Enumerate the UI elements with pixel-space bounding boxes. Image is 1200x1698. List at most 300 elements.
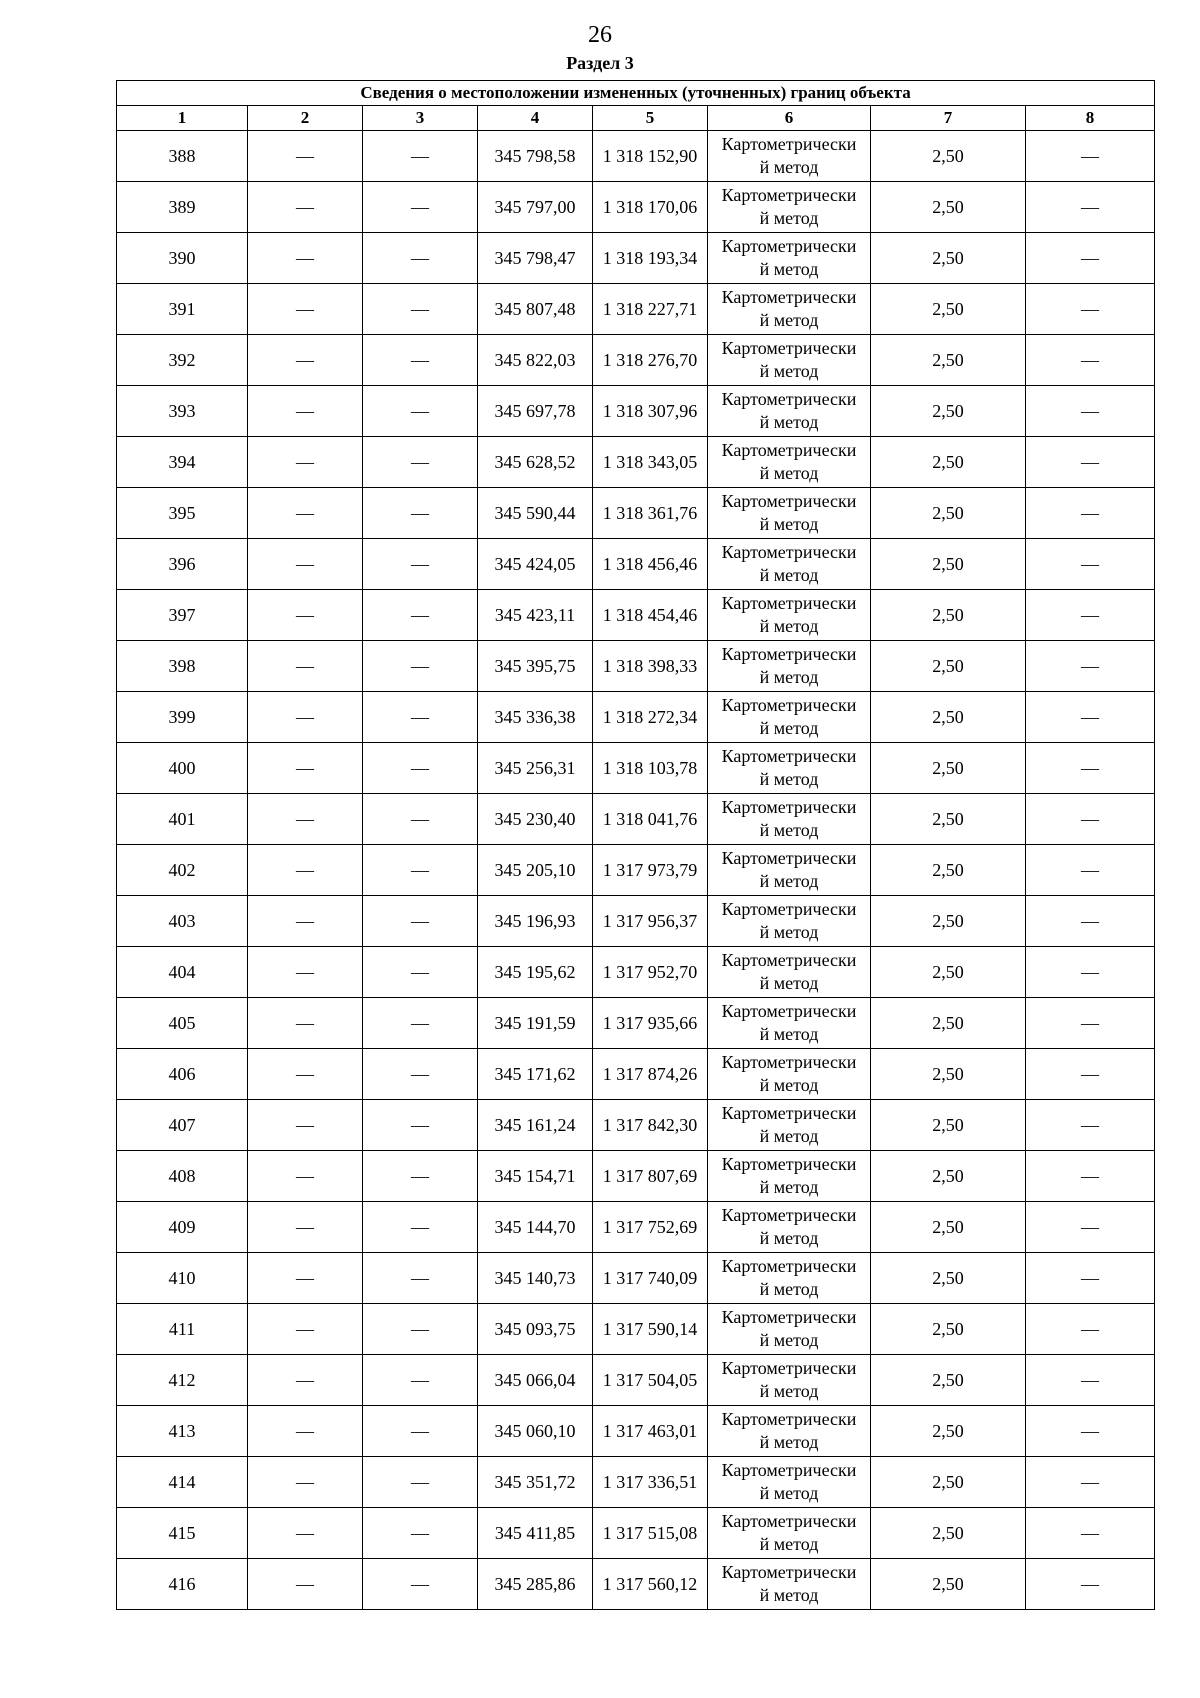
table-row: [117, 1100, 1155, 1151]
dash-cell: —: [1026, 539, 1155, 590]
dash-cell: —: [248, 1406, 363, 1457]
coordinate-y-cell: 1 318 152,90: [593, 131, 708, 182]
point-number-cell: 389: [117, 182, 248, 233]
coordinate-x-cell: 345 195,62: [478, 947, 593, 998]
coordinate-y-cell: 1 317 807,69: [593, 1151, 708, 1202]
method-cell: [708, 641, 871, 692]
accuracy-cell: 2,50: [871, 233, 1026, 284]
method-line-2: й метод: [759, 361, 819, 381]
method-cell: [708, 590, 871, 641]
method-line-1: Картометрически: [721, 440, 857, 460]
dash-cell: —: [363, 998, 478, 1049]
point-number-cell: 398: [117, 641, 248, 692]
method-line-1: Картометрически: [721, 1205, 857, 1225]
table-row: [117, 1457, 1155, 1508]
method-cell: [708, 386, 871, 437]
coordinate-x-cell: 345 256,31: [478, 743, 593, 794]
method-line-2: й метод: [759, 667, 819, 687]
column-number: 6: [708, 106, 871, 131]
coordinate-y-cell: 1 317 515,08: [593, 1508, 708, 1559]
dash-cell: —: [363, 1406, 478, 1457]
method-line-1: Картометрически: [721, 1154, 857, 1174]
accuracy-cell: 2,50: [871, 845, 1026, 896]
table-row: [117, 896, 1155, 947]
dash-cell: —: [1026, 794, 1155, 845]
method-line-1: Картометрически: [721, 1409, 857, 1429]
point-number-cell: 413: [117, 1406, 248, 1457]
dash-cell: —: [1026, 692, 1155, 743]
coordinate-x-cell: 345 140,73: [478, 1253, 593, 1304]
dash-cell: —: [363, 896, 478, 947]
accuracy-cell: 2,50: [871, 1355, 1026, 1406]
coordinate-y-cell: 1 318 041,76: [593, 794, 708, 845]
point-number-cell: 415: [117, 1508, 248, 1559]
accuracy-cell: 2,50: [871, 182, 1026, 233]
dash-cell: —: [1026, 1304, 1155, 1355]
dash-cell: —: [363, 488, 478, 539]
dash-cell: —: [248, 539, 363, 590]
method-line-2: й метод: [759, 565, 819, 585]
dash-cell: —: [248, 743, 363, 794]
dash-cell: —: [248, 896, 363, 947]
dash-cell: —: [1026, 1406, 1155, 1457]
table-row: [117, 1406, 1155, 1457]
method-line-1: Картометрически: [721, 1256, 857, 1276]
dash-cell: —: [1026, 335, 1155, 386]
coordinate-y-cell: 1 317 336,51: [593, 1457, 708, 1508]
coordinate-x-cell: 345 066,04: [478, 1355, 593, 1406]
coordinate-y-cell: 1 318 193,34: [593, 233, 708, 284]
dash-cell: —: [248, 386, 363, 437]
coordinate-y-cell: 1 317 973,79: [593, 845, 708, 896]
dash-cell: —: [363, 539, 478, 590]
dash-cell: —: [248, 335, 363, 386]
point-number-cell: 399: [117, 692, 248, 743]
coordinate-y-cell: 1 317 935,66: [593, 998, 708, 1049]
coordinate-y-cell: 1 318 276,70: [593, 335, 708, 386]
dash-cell: —: [248, 488, 363, 539]
point-number-cell: 407: [117, 1100, 248, 1151]
dash-cell: —: [363, 1355, 478, 1406]
coordinate-y-cell: 1 318 454,46: [593, 590, 708, 641]
accuracy-cell: 2,50: [871, 1457, 1026, 1508]
accuracy-cell: 2,50: [871, 1100, 1026, 1151]
coordinate-x-cell: 345 093,75: [478, 1304, 593, 1355]
dash-cell: —: [248, 1253, 363, 1304]
method-cell: [708, 845, 871, 896]
point-number-cell: 409: [117, 1202, 248, 1253]
boundary-coordinates-table: [116, 80, 1155, 1610]
method-line-1: Картометрически: [721, 899, 857, 919]
method-cell: [708, 335, 871, 386]
method-cell: [708, 1355, 871, 1406]
coordinate-y-cell: 1 318 398,33: [593, 641, 708, 692]
dash-cell: —: [248, 692, 363, 743]
table-row: [117, 539, 1155, 590]
coordinate-y-cell: 1 318 272,34: [593, 692, 708, 743]
dash-cell: —: [363, 233, 478, 284]
coordinate-x-cell: 345 822,03: [478, 335, 593, 386]
method-line-2: й метод: [759, 1381, 819, 1401]
point-number-cell: 403: [117, 896, 248, 947]
coordinate-y-cell: 1 317 842,30: [593, 1100, 708, 1151]
method-cell: [708, 437, 871, 488]
method-line-2: й метод: [759, 208, 819, 228]
dash-cell: —: [248, 590, 363, 641]
coordinate-y-cell: 1 317 463,01: [593, 1406, 708, 1457]
method-line-1: Картометрически: [721, 593, 857, 613]
method-line-2: й метод: [759, 1585, 819, 1605]
method-cell: [708, 998, 871, 1049]
coordinate-x-cell: 345 395,75: [478, 641, 593, 692]
method-line-2: й метод: [759, 1177, 819, 1197]
dash-cell: —: [1026, 998, 1155, 1049]
method-line-1: Картометрически: [721, 746, 857, 766]
table-row: [117, 437, 1155, 488]
method-line-1: Картометрически: [721, 185, 857, 205]
accuracy-cell: 2,50: [871, 896, 1026, 947]
method-cell: [708, 284, 871, 335]
accuracy-cell: 2,50: [871, 437, 1026, 488]
dash-cell: —: [248, 1457, 363, 1508]
coordinate-x-cell: 345 798,58: [478, 131, 593, 182]
dash-cell: —: [1026, 1202, 1155, 1253]
dash-cell: —: [363, 284, 478, 335]
method-cell: [708, 233, 871, 284]
table-row: [117, 590, 1155, 641]
dash-cell: —: [248, 1508, 363, 1559]
method-line-1: Картометрически: [721, 1358, 857, 1378]
point-number-cell: 396: [117, 539, 248, 590]
method-cell: [708, 1304, 871, 1355]
accuracy-cell: 2,50: [871, 1406, 1026, 1457]
method-line-1: Картометрически: [721, 1307, 857, 1327]
column-number-row: [117, 106, 1155, 131]
column-number: 5: [593, 106, 708, 131]
table-row: [117, 1304, 1155, 1355]
dash-cell: —: [363, 1100, 478, 1151]
column-number: 8: [1026, 106, 1155, 131]
point-number-cell: 397: [117, 590, 248, 641]
dash-cell: —: [1026, 1049, 1155, 1100]
method-line-2: й метод: [759, 1534, 819, 1554]
coordinate-x-cell: 345 628,52: [478, 437, 593, 488]
point-number-cell: 402: [117, 845, 248, 896]
coordinate-x-cell: 345 424,05: [478, 539, 593, 590]
method-line-2: й метод: [759, 1432, 819, 1452]
coordinate-y-cell: 1 318 103,78: [593, 743, 708, 794]
table-row: [117, 641, 1155, 692]
accuracy-cell: 2,50: [871, 1253, 1026, 1304]
method-cell: [708, 131, 871, 182]
method-line-1: Картометрически: [721, 1052, 857, 1072]
table-body: [117, 131, 1155, 1610]
method-line-2: й метод: [759, 1075, 819, 1095]
dash-cell: —: [248, 641, 363, 692]
method-cell: [708, 539, 871, 590]
method-line-2: й метод: [759, 1126, 819, 1146]
table-row: [117, 1202, 1155, 1253]
method-line-1: Картометрически: [721, 1001, 857, 1021]
point-number-cell: 410: [117, 1253, 248, 1304]
coordinate-x-cell: 345 144,70: [478, 1202, 593, 1253]
point-number-cell: 408: [117, 1151, 248, 1202]
table-row: [117, 131, 1155, 182]
table-row: [117, 1151, 1155, 1202]
dash-cell: —: [1026, 896, 1155, 947]
accuracy-cell: 2,50: [871, 1559, 1026, 1610]
dash-cell: —: [248, 947, 363, 998]
method-cell: [708, 1151, 871, 1202]
dash-cell: —: [248, 182, 363, 233]
coordinate-x-cell: 345 191,59: [478, 998, 593, 1049]
coordinate-x-cell: 345 154,71: [478, 1151, 593, 1202]
coordinate-x-cell: 345 161,24: [478, 1100, 593, 1151]
point-number-cell: 400: [117, 743, 248, 794]
table-row: [117, 284, 1155, 335]
column-number: 4: [478, 106, 593, 131]
method-cell: [708, 182, 871, 233]
method-cell: [708, 1253, 871, 1304]
accuracy-cell: 2,50: [871, 1508, 1026, 1559]
column-number: 7: [871, 106, 1026, 131]
point-number-cell: 412: [117, 1355, 248, 1406]
point-number-cell: 395: [117, 488, 248, 539]
dash-cell: —: [1026, 1151, 1155, 1202]
dash-cell: —: [248, 1100, 363, 1151]
accuracy-cell: 2,50: [871, 743, 1026, 794]
column-number: 2: [248, 106, 363, 131]
method-line-2: й метод: [759, 718, 819, 738]
method-line-1: Картометрически: [721, 950, 857, 970]
coordinate-x-cell: 345 230,40: [478, 794, 593, 845]
dash-cell: —: [363, 1559, 478, 1610]
method-line-1: Картометрически: [721, 1562, 857, 1582]
method-line-2: й метод: [759, 871, 819, 891]
dash-cell: —: [1026, 284, 1155, 335]
coordinate-x-cell: 345 697,78: [478, 386, 593, 437]
method-cell: [708, 1406, 871, 1457]
dash-cell: —: [363, 131, 478, 182]
table-row: [117, 1355, 1155, 1406]
dash-cell: —: [1026, 1100, 1155, 1151]
method-line-2: й метод: [759, 1279, 819, 1299]
method-line-1: Картометрически: [721, 542, 857, 562]
method-line-2: й метод: [759, 820, 819, 840]
dash-cell: —: [1026, 641, 1155, 692]
dash-cell: —: [363, 1151, 478, 1202]
accuracy-cell: 2,50: [871, 1202, 1026, 1253]
dash-cell: —: [1026, 590, 1155, 641]
coordinate-y-cell: 1 318 361,76: [593, 488, 708, 539]
coordinate-x-cell: 345 423,11: [478, 590, 593, 641]
accuracy-cell: 2,50: [871, 131, 1026, 182]
coordinate-x-cell: 345 797,00: [478, 182, 593, 233]
dash-cell: —: [248, 998, 363, 1049]
coordinate-x-cell: 345 285,86: [478, 1559, 593, 1610]
dash-cell: —: [363, 743, 478, 794]
method-cell: [708, 1457, 871, 1508]
accuracy-cell: 2,50: [871, 1304, 1026, 1355]
point-number-cell: 411: [117, 1304, 248, 1355]
method-cell: [708, 743, 871, 794]
coordinate-y-cell: 1 317 956,37: [593, 896, 708, 947]
method-cell: [708, 692, 871, 743]
dash-cell: —: [1026, 845, 1155, 896]
method-line-1: Картометрически: [721, 848, 857, 868]
coordinate-y-cell: 1 317 504,05: [593, 1355, 708, 1406]
dash-cell: —: [248, 1202, 363, 1253]
method-line-1: Картометрически: [721, 338, 857, 358]
dash-cell: —: [1026, 1559, 1155, 1610]
dash-cell: —: [363, 182, 478, 233]
coordinate-x-cell: 345 807,48: [478, 284, 593, 335]
dash-cell: —: [248, 1304, 363, 1355]
dash-cell: —: [1026, 1457, 1155, 1508]
dash-cell: —: [363, 1508, 478, 1559]
method-line-1: Картометрически: [721, 134, 857, 154]
method-line-1: Картометрически: [721, 797, 857, 817]
method-line-2: й метод: [759, 1024, 819, 1044]
accuracy-cell: 2,50: [871, 1151, 1026, 1202]
method-line-2: й метод: [759, 1483, 819, 1503]
dash-cell: —: [1026, 1508, 1155, 1559]
point-number-cell: 404: [117, 947, 248, 998]
coordinate-y-cell: 1 318 456,46: [593, 539, 708, 590]
column-number: 3: [363, 106, 478, 131]
table-row: [117, 998, 1155, 1049]
method-line-2: й метод: [759, 259, 819, 279]
coordinate-y-cell: 1 317 874,26: [593, 1049, 708, 1100]
dash-cell: —: [248, 1151, 363, 1202]
dash-cell: —: [363, 641, 478, 692]
table-row: [117, 182, 1155, 233]
dash-cell: —: [248, 284, 363, 335]
dash-cell: —: [248, 1559, 363, 1610]
method-line-1: Картометрически: [721, 491, 857, 511]
column-number: 1: [117, 106, 248, 131]
point-number-cell: 391: [117, 284, 248, 335]
dash-cell: —: [363, 692, 478, 743]
coordinate-x-cell: 345 196,93: [478, 896, 593, 947]
coordinate-x-cell: 345 590,44: [478, 488, 593, 539]
coordinate-y-cell: 1 317 590,14: [593, 1304, 708, 1355]
method-line-2: й метод: [759, 616, 819, 636]
method-cell: [708, 1202, 871, 1253]
table-row: [117, 743, 1155, 794]
accuracy-cell: 2,50: [871, 539, 1026, 590]
dash-cell: —: [363, 590, 478, 641]
coordinate-y-cell: 1 317 952,70: [593, 947, 708, 998]
coordinate-y-cell: 1 317 752,69: [593, 1202, 708, 1253]
point-number-cell: 416: [117, 1559, 248, 1610]
method-line-2: й метод: [759, 769, 819, 789]
dash-cell: —: [363, 1253, 478, 1304]
method-line-1: Картометрически: [721, 695, 857, 715]
method-line-2: й метод: [759, 973, 819, 993]
point-number-cell: 405: [117, 998, 248, 1049]
dash-cell: —: [248, 1355, 363, 1406]
coordinate-x-cell: 345 351,72: [478, 1457, 593, 1508]
method-line-2: й метод: [759, 463, 819, 483]
method-cell: [708, 794, 871, 845]
method-line-1: Картометрически: [721, 1460, 857, 1480]
table-row: [117, 1049, 1155, 1100]
method-line-2: й метод: [759, 1228, 819, 1248]
coordinate-y-cell: 1 318 227,71: [593, 284, 708, 335]
table-caption: Сведения о местоположении измененных (уточненных) границ объекта: [117, 81, 1155, 106]
dash-cell: —: [363, 794, 478, 845]
method-line-2: й метод: [759, 157, 819, 177]
dash-cell: —: [1026, 488, 1155, 539]
accuracy-cell: 2,50: [871, 590, 1026, 641]
dash-cell: —: [363, 1304, 478, 1355]
method-line-1: Картометрически: [721, 236, 857, 256]
accuracy-cell: 2,50: [871, 1049, 1026, 1100]
accuracy-cell: 2,50: [871, 947, 1026, 998]
section-title: Раздел 3: [566, 53, 634, 73]
dash-cell: —: [1026, 386, 1155, 437]
table-row: [117, 1559, 1155, 1610]
coordinate-x-cell: 345 798,47: [478, 233, 593, 284]
dash-cell: —: [1026, 947, 1155, 998]
dash-cell: —: [248, 437, 363, 488]
coordinate-x-cell: 345 060,10: [478, 1406, 593, 1457]
method-line-1: Картометрически: [721, 389, 857, 409]
accuracy-cell: 2,50: [871, 386, 1026, 437]
dash-cell: —: [1026, 233, 1155, 284]
coordinate-x-cell: 345 205,10: [478, 845, 593, 896]
point-number-cell: 401: [117, 794, 248, 845]
point-number-cell: 394: [117, 437, 248, 488]
accuracy-cell: 2,50: [871, 692, 1026, 743]
accuracy-cell: 2,50: [871, 335, 1026, 386]
coordinate-y-cell: 1 318 307,96: [593, 386, 708, 437]
point-number-cell: 390: [117, 233, 248, 284]
table-row: [117, 1253, 1155, 1304]
method-line-1: Картометрически: [721, 1103, 857, 1123]
dash-cell: —: [363, 1202, 478, 1253]
coordinate-x-cell: 345 411,85: [478, 1508, 593, 1559]
method-cell: [708, 1559, 871, 1610]
method-line-2: й метод: [759, 922, 819, 942]
table-row: [117, 947, 1155, 998]
dash-cell: —: [1026, 437, 1155, 488]
dash-cell: —: [1026, 131, 1155, 182]
method-cell: [708, 1049, 871, 1100]
dash-cell: —: [248, 794, 363, 845]
point-number-cell: 392: [117, 335, 248, 386]
method-cell: [708, 896, 871, 947]
method-line-2: й метод: [759, 310, 819, 330]
dash-cell: —: [363, 947, 478, 998]
point-number-cell: 393: [117, 386, 248, 437]
dash-cell: —: [363, 1049, 478, 1100]
coordinate-y-cell: 1 318 343,05: [593, 437, 708, 488]
point-number-cell: 406: [117, 1049, 248, 1100]
dash-cell: —: [1026, 182, 1155, 233]
method-line-2: й метод: [759, 412, 819, 432]
dash-cell: —: [1026, 743, 1155, 794]
method-line-2: й метод: [759, 1330, 819, 1350]
accuracy-cell: 2,50: [871, 641, 1026, 692]
dash-cell: —: [363, 845, 478, 896]
dash-cell: —: [363, 1457, 478, 1508]
table-row: [117, 488, 1155, 539]
dash-cell: —: [248, 131, 363, 182]
accuracy-cell: 2,50: [871, 998, 1026, 1049]
point-number-cell: 414: [117, 1457, 248, 1508]
